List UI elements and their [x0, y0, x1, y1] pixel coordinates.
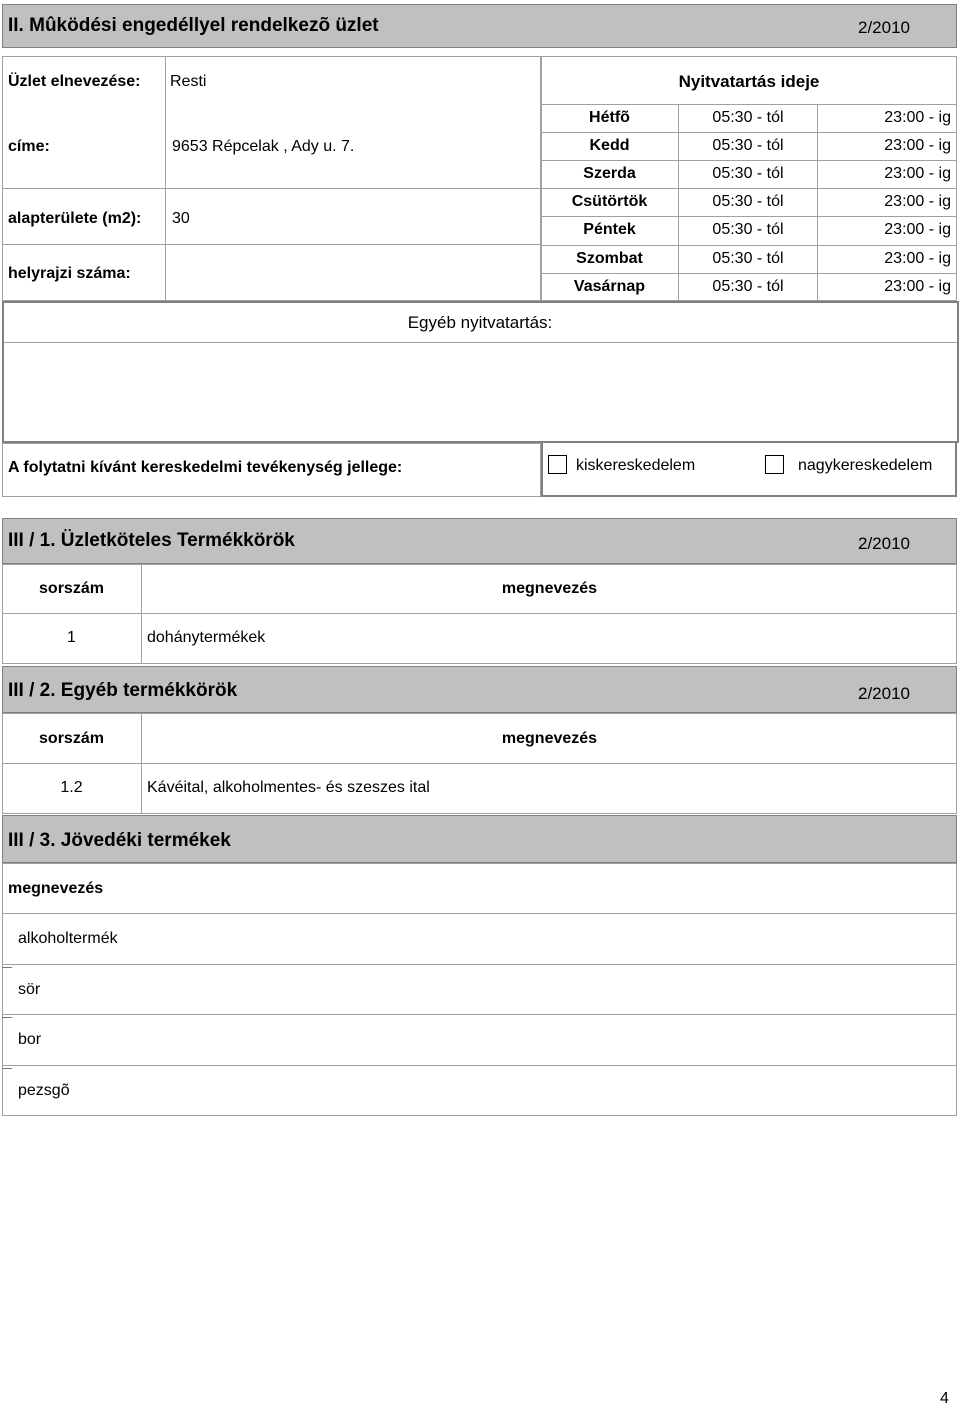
retail-label: kiskereskedelem — [576, 457, 696, 474]
weekday-label: Csütörtök — [571, 193, 648, 211]
section-3-1-title: III / 1. Üzletköteles Termékkörök — [8, 530, 295, 551]
divider — [541, 188, 957, 189]
row-marker — [2, 967, 12, 968]
opening-time: 05:30 - tól — [712, 165, 784, 183]
divider — [2, 188, 541, 189]
page-number: 4 — [940, 1390, 949, 1407]
closing-time: 23:00 - ig — [884, 193, 951, 211]
weekday-label: Péntek — [583, 221, 636, 239]
excise-item: sör — [18, 980, 41, 998]
closing-time: 23:00 - ig — [884, 165, 951, 183]
row-name: Kávéital, alkoholmentes- és szeszes ital — [147, 779, 430, 796]
excise-item: alkoholtermék — [18, 930, 118, 947]
divider — [541, 273, 957, 274]
row-name: dohánytermékek — [147, 629, 266, 646]
divider — [165, 56, 166, 301]
divider — [541, 132, 957, 133]
divider — [2, 913, 957, 914]
retail-checkbox[interactable] — [548, 455, 567, 474]
weekday-label: Kedd — [589, 137, 630, 155]
closing-time: 23:00 - ig — [884, 137, 951, 155]
opening-time: 05:30 - tól — [712, 249, 784, 267]
address-label: címe: — [8, 138, 50, 155]
weekday-label: Vasárnap — [573, 277, 646, 295]
section-3-2-code: 2/2010 — [858, 684, 910, 703]
excise-item: pezsgõ — [18, 1081, 70, 1099]
divider — [141, 713, 142, 814]
address-value: 9653 Répcelak , Ady u. 7. — [172, 138, 355, 155]
shop-name-label: Üzlet elnevezése: — [8, 73, 141, 90]
opening-time: 05:30 - tól — [712, 277, 784, 295]
weekday-label: Szombat — [576, 249, 643, 267]
section-3-1-table — [2, 564, 957, 664]
shop-name-value: Resti — [170, 73, 207, 90]
opening-time: 05:30 - tól — [712, 193, 784, 211]
divider — [541, 245, 957, 246]
closing-time: 23:00 - ig — [884, 109, 951, 126]
section-2-code: 2/2010 — [858, 18, 910, 37]
section-3-2-title: III / 2. Egyéb termékkörök — [8, 680, 238, 701]
column-header-number: sorszám — [39, 730, 104, 747]
divider — [541, 160, 957, 161]
section-3-3-title: III / 3. Jövedéki termékek — [8, 830, 231, 851]
column-header-name: megnevezés — [501, 580, 598, 597]
closing-time: 23:00 - ig — [884, 277, 951, 295]
divider — [541, 216, 957, 217]
closing-time: 23:00 - ig — [884, 221, 951, 239]
divider — [2, 1014, 957, 1015]
row-number: 1.2 — [60, 779, 83, 796]
divider — [2, 763, 957, 764]
section-2-title: II. Mûködési engedéllyel rendelkezõ üzlet — [8, 15, 379, 36]
divider — [541, 104, 957, 105]
closing-time: 23:00 - ig — [884, 249, 951, 267]
column-header-name: megnevezés — [8, 880, 104, 897]
opening-time: 05:30 - tól — [712, 137, 784, 155]
divider — [4, 342, 957, 343]
section-3-1-code: 2/2010 — [858, 534, 910, 553]
weekday-label: Szerda — [583, 165, 636, 183]
section-3-3-table — [2, 863, 957, 1116]
activity-label: A folytatni kívánt kereskedelmi tevékenység jellege: — [8, 459, 403, 476]
column-header-number: sorszám — [39, 580, 104, 597]
excise-item: bor — [18, 1031, 42, 1048]
row-number: 1 — [67, 629, 76, 646]
divider — [2, 964, 957, 965]
area-label: alapterülete (m2): — [8, 210, 142, 227]
divider — [2, 613, 957, 614]
opening-time: 05:30 - tól — [712, 109, 784, 126]
opening-time: 05:30 - tól — [712, 221, 784, 239]
divider — [141, 564, 142, 664]
plot-number-label: helyrajzi száma: — [8, 265, 131, 282]
weekday-label: Hétfõ — [589, 109, 630, 126]
divider — [2, 244, 541, 245]
column-header-name: megnevezés — [501, 730, 598, 747]
divider — [2, 1065, 957, 1066]
row-marker — [2, 1017, 12, 1018]
area-value: 30 — [172, 210, 190, 227]
wholesale-checkbox[interactable] — [765, 455, 784, 474]
row-marker — [2, 1068, 12, 1069]
wholesale-label: nagykereskedelem — [798, 457, 933, 474]
other-hours-label: Egyéb nyitvatartás: — [407, 313, 553, 332]
opening-hours-title: Nyitvatartás ideje — [678, 72, 820, 91]
